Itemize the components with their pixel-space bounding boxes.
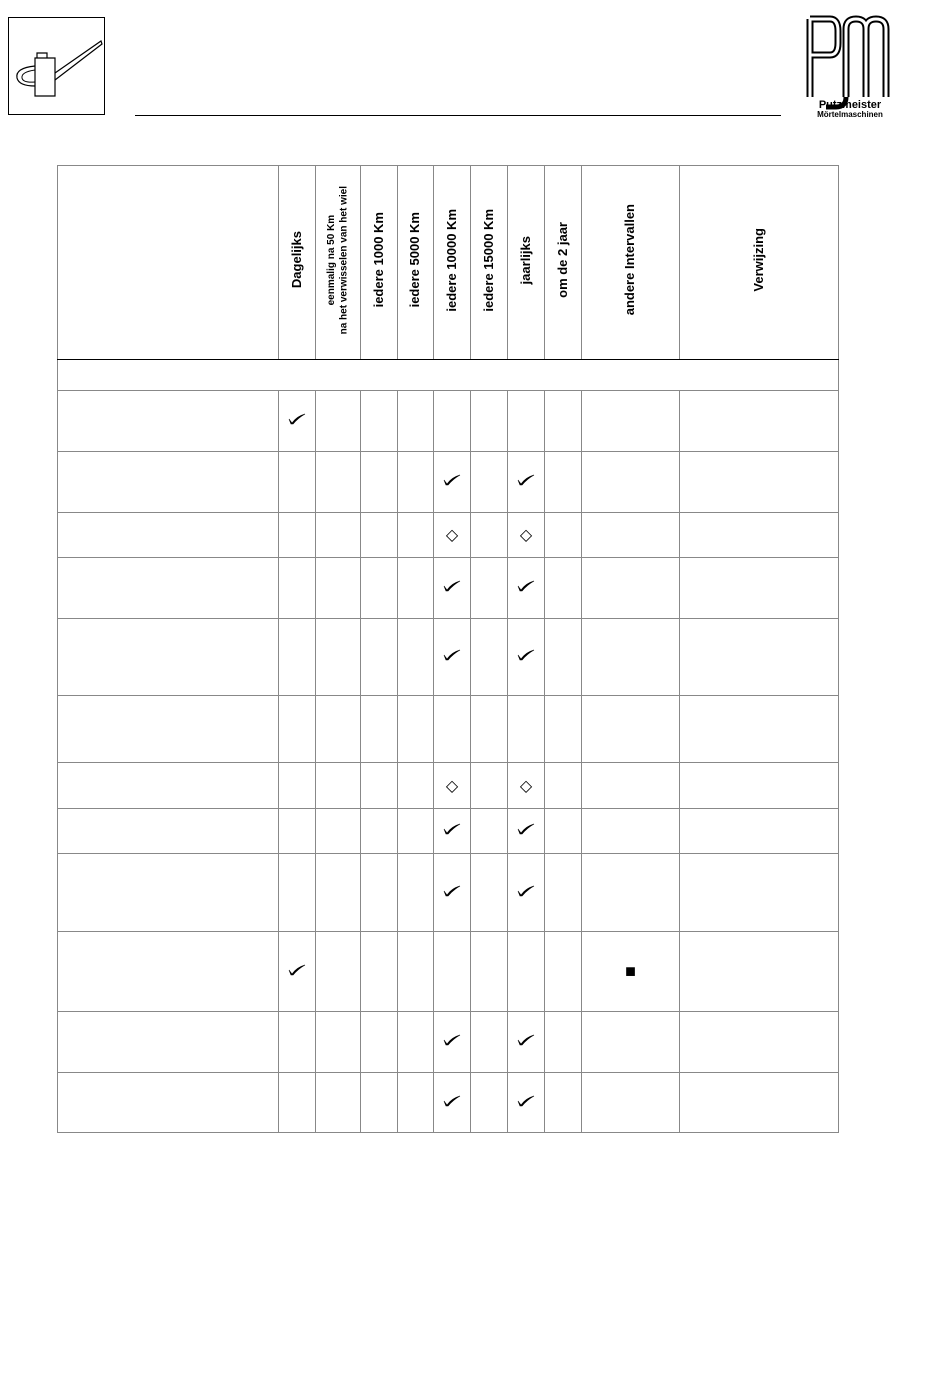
- table-cell: [361, 452, 398, 513]
- table-cell: [471, 1073, 508, 1133]
- check-mark: [517, 474, 535, 486]
- table-cell: [471, 619, 508, 696]
- table-cell: [316, 1073, 361, 1133]
- table-cell: [279, 452, 316, 513]
- table-cell: [582, 1073, 680, 1133]
- table-cell: [279, 619, 316, 696]
- table-cell: [279, 854, 316, 932]
- table-cell: [434, 1012, 471, 1073]
- table-cell: [582, 809, 680, 854]
- check-icon: [443, 823, 461, 835]
- check-mark: [517, 885, 535, 897]
- table-cell: [582, 452, 680, 513]
- table-cell: [434, 809, 471, 854]
- table-cell: [398, 558, 434, 619]
- table-cell: [58, 619, 279, 696]
- table-cell: [361, 1012, 398, 1073]
- table-cell: [545, 763, 582, 809]
- check-icon: [517, 1034, 535, 1046]
- check-mark: [443, 649, 461, 661]
- table-cell: [316, 619, 361, 696]
- table-cell: [279, 1012, 316, 1073]
- table-cell: [508, 809, 545, 854]
- table-cell: [398, 391, 434, 452]
- table-cell: [398, 452, 434, 513]
- table-cell: [434, 452, 471, 513]
- table-cell: [58, 809, 279, 854]
- table-cell: [680, 809, 839, 854]
- table-row: [58, 619, 839, 696]
- table-cell: [582, 619, 680, 696]
- table-cell: [508, 391, 545, 452]
- table-cell: [361, 854, 398, 932]
- table-cell: [361, 513, 398, 558]
- check-icon: [288, 964, 306, 976]
- table-cell: [545, 558, 582, 619]
- table-cell: [545, 696, 582, 763]
- oil-can-icon: [9, 18, 106, 116]
- table-cell: [58, 763, 279, 809]
- maintenance-table: [57, 165, 839, 1133]
- table-cell: [582, 558, 680, 619]
- check-mark: [443, 823, 461, 835]
- table-cell: [471, 558, 508, 619]
- table-cell: [279, 763, 316, 809]
- table-row: [58, 513, 839, 558]
- table-cell: [471, 452, 508, 513]
- table-cell: [361, 809, 398, 854]
- check-icon: [517, 823, 535, 835]
- header-every-2-years: om de 2 jaar: [545, 166, 582, 360]
- table-cell: [680, 763, 839, 809]
- table-cell: [508, 854, 545, 932]
- header-every-5000km: iedere 5000 Km: [398, 166, 434, 360]
- table-cell: [680, 558, 839, 619]
- table-cell: [582, 932, 680, 1012]
- table-cell: [471, 391, 508, 452]
- table-cell: [508, 452, 545, 513]
- table-cell: [361, 932, 398, 1012]
- table-row: [58, 452, 839, 513]
- header-daily: Dagelijks: [279, 166, 316, 360]
- table-cell: [471, 932, 508, 1012]
- header-rule: [135, 115, 781, 116]
- header-other-intervals: andere Intervallen: [582, 166, 680, 360]
- table-cell: [434, 763, 471, 809]
- table-cell: [361, 696, 398, 763]
- table-cell: [680, 619, 839, 696]
- table-row: [58, 696, 839, 763]
- table-cell: [361, 558, 398, 619]
- table-cell: [508, 1012, 545, 1073]
- table-cell: [471, 854, 508, 932]
- table-row: [58, 809, 839, 854]
- table-cell: [58, 558, 279, 619]
- check-icon: [443, 474, 461, 486]
- check-mark: [443, 1034, 461, 1046]
- check-icon: [517, 885, 535, 897]
- table-cell: [508, 763, 545, 809]
- table-cell: [545, 1012, 582, 1073]
- table-cell: [434, 619, 471, 696]
- header-every-1000km: iedere 1000 Km: [361, 166, 398, 360]
- square-mark: ■: [625, 960, 636, 981]
- check-icon: [443, 885, 461, 897]
- table-cell: [398, 854, 434, 932]
- check-icon: [517, 1095, 535, 1107]
- table-cell: [398, 696, 434, 763]
- header-every-10000km: iedere 10000 Km: [434, 166, 471, 360]
- table-cell: [398, 1073, 434, 1133]
- table-cell: [471, 763, 508, 809]
- table-row: [58, 1073, 839, 1133]
- table-cell: [680, 1012, 839, 1073]
- table-cell: [471, 696, 508, 763]
- table-row: [58, 391, 839, 452]
- table-cell: [434, 558, 471, 619]
- table-cell: [545, 809, 582, 854]
- table-cell: [545, 1073, 582, 1133]
- table-cell: [471, 513, 508, 558]
- table-cell: [58, 1073, 279, 1133]
- table-cell: [279, 558, 316, 619]
- table-cell: [434, 932, 471, 1012]
- table-cell: [508, 932, 545, 1012]
- check-mark: [517, 1034, 535, 1046]
- table-cell: [316, 763, 361, 809]
- check-icon: [443, 1034, 461, 1046]
- table-cell: [58, 513, 279, 558]
- table-cell: [582, 763, 680, 809]
- diamond-mark: ◇: [445, 527, 459, 544]
- table-cell: [279, 932, 316, 1012]
- table-row: [58, 932, 839, 1012]
- check-mark: [517, 823, 535, 835]
- table-cell: [398, 932, 434, 1012]
- table-cell: [279, 391, 316, 452]
- table-cell: [58, 932, 279, 1012]
- diamond-mark: ◇: [445, 777, 459, 795]
- check-icon: [517, 580, 535, 592]
- oil-can-icon-box: [8, 17, 105, 115]
- table-cell: [361, 391, 398, 452]
- header-once-after-50km: eenmalig na 50 Km na het verwisselen van het wiel: [316, 166, 361, 360]
- table-row: [58, 854, 839, 932]
- table-cell: [316, 696, 361, 763]
- table-cell: [582, 854, 680, 932]
- table-cell: [316, 391, 361, 452]
- header-reference: Verwijzing: [680, 166, 839, 360]
- table-cell: [545, 391, 582, 452]
- check-mark: [443, 474, 461, 486]
- table-cell: [508, 513, 545, 558]
- table-cell: [316, 513, 361, 558]
- logo-text-moertelmaschinen: Mörtelmaschinen: [817, 110, 883, 119]
- section-row: [58, 360, 839, 391]
- check-icon: [288, 413, 306, 425]
- table-cell: [361, 619, 398, 696]
- table-cell: [680, 932, 839, 1012]
- logo-text-putzmeister: Putzmeister: [818, 99, 882, 111]
- table-cell: [471, 809, 508, 854]
- table-cell: [279, 1073, 316, 1133]
- table-row: [58, 1012, 839, 1073]
- table-cell: [680, 513, 839, 558]
- check-icon: [443, 1095, 461, 1107]
- table-row: [58, 558, 839, 619]
- table-cell: [545, 513, 582, 558]
- table-cell: [434, 696, 471, 763]
- table-cell: [680, 391, 839, 452]
- check-icon: [443, 580, 461, 592]
- header-yearly: jaarlijks: [508, 166, 545, 360]
- section-cell: [58, 360, 839, 391]
- table-cell: [361, 763, 398, 809]
- table-cell: [58, 391, 279, 452]
- diamond-mark: ◇: [519, 777, 533, 795]
- diamond-mark: ◇: [519, 527, 533, 544]
- check-icon: [517, 649, 535, 661]
- table-cell: [582, 391, 680, 452]
- table-cell: [434, 1073, 471, 1133]
- table-cell: [279, 696, 316, 763]
- table-cell: [508, 619, 545, 696]
- table-row: [58, 763, 839, 809]
- table-cell: [361, 1073, 398, 1133]
- table-cell: [58, 854, 279, 932]
- table-cell: [398, 619, 434, 696]
- table-cell: [58, 452, 279, 513]
- table-cell: [279, 513, 316, 558]
- table-cell: [545, 619, 582, 696]
- check-mark: [443, 885, 461, 897]
- table-cell: [471, 1012, 508, 1073]
- table-cell: [680, 696, 839, 763]
- check-mark: [288, 413, 306, 425]
- table-cell: [398, 809, 434, 854]
- table-cell: [508, 696, 545, 763]
- table-cell: [279, 809, 316, 854]
- table-cell: [58, 696, 279, 763]
- table-cell: [434, 513, 471, 558]
- table-cell: [316, 452, 361, 513]
- table-cell: [316, 1012, 361, 1073]
- table-cell: [545, 854, 582, 932]
- table-cell: [316, 558, 361, 619]
- table-cell: [58, 1012, 279, 1073]
- check-mark: [517, 649, 535, 661]
- table-header-row: [58, 166, 839, 360]
- table-cell: [582, 696, 680, 763]
- table-cell: [398, 763, 434, 809]
- table-cell: [582, 513, 680, 558]
- check-icon: [517, 474, 535, 486]
- check-icon: [443, 649, 461, 661]
- check-mark: [517, 580, 535, 592]
- table-cell: [680, 854, 839, 932]
- check-mark: [517, 1095, 535, 1107]
- check-mark: [443, 580, 461, 592]
- table-cell: [545, 452, 582, 513]
- table-cell: [434, 391, 471, 452]
- check-mark: [443, 1095, 461, 1107]
- table-cell: [398, 1012, 434, 1073]
- table-cell: [316, 809, 361, 854]
- check-mark: [288, 964, 306, 976]
- table-cell: [680, 1073, 839, 1133]
- table-cell: [398, 513, 434, 558]
- header-every-15000km: iedere 15000 Km: [471, 166, 508, 360]
- header-description: [58, 166, 279, 360]
- table-cell: [508, 1073, 545, 1133]
- table-cell: [316, 932, 361, 1012]
- table-cell: [316, 854, 361, 932]
- table-cell: [434, 854, 471, 932]
- table-cell: [680, 452, 839, 513]
- table-cell: [545, 932, 582, 1012]
- table-cell: [582, 1012, 680, 1073]
- table-cell: [508, 558, 545, 619]
